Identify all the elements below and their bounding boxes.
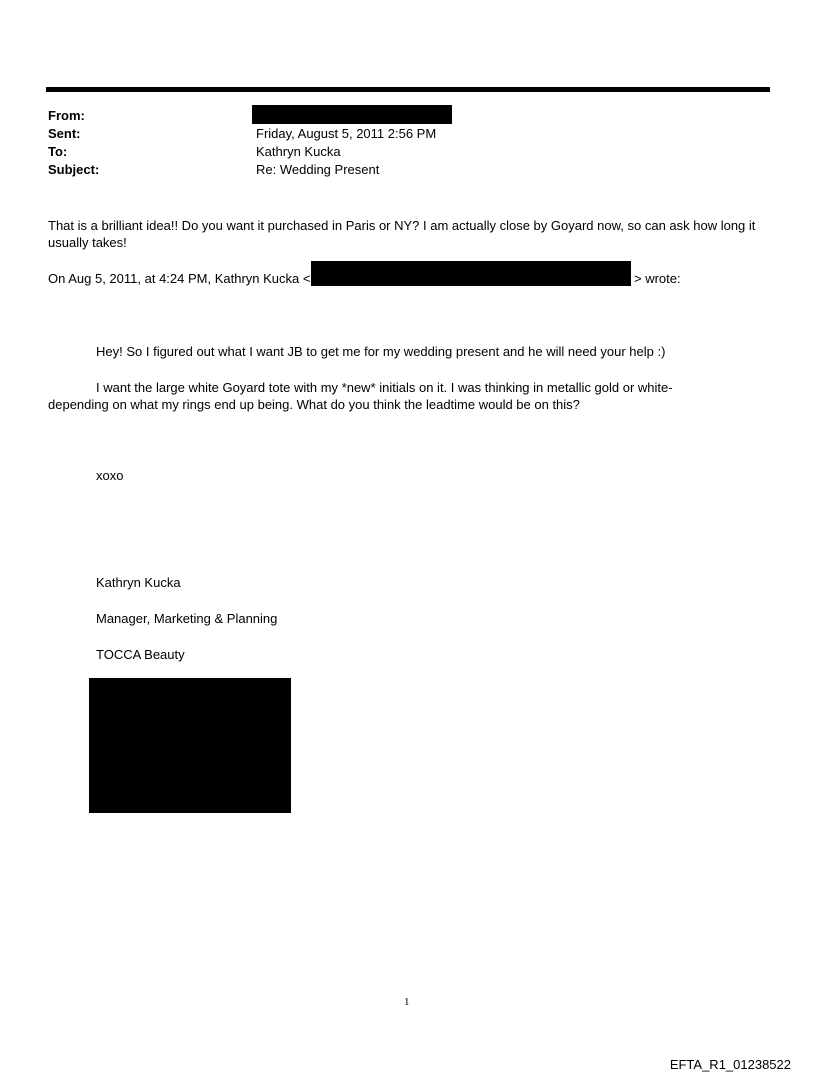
redacted-from-address xyxy=(252,105,452,124)
from-label: From: xyxy=(48,108,85,123)
quote-attribution-prefix: On Aug 5, 2011, at 4:24 PM, Kathryn Kucka < xyxy=(48,271,311,286)
subject-label: Subject: xyxy=(48,162,100,177)
subject-value: Re: Wedding Present xyxy=(256,162,380,177)
sent-value: Friday, August 5, 2011 2:56 PM xyxy=(256,126,437,141)
quote-paragraph-2-line-1: I want the large white Goyard tote with my *new* initials on it. I was thinking in metallic gold or white- xyxy=(96,380,673,395)
sent-label: Sent: xyxy=(48,126,81,141)
quote-paragraph-1: Hey! So I figured out what I want JB to get me for my wedding present and he will need your help :) xyxy=(96,344,666,359)
reply-text: That is a brilliant idea!! Do you want it purchased in Paris or NY? I am actually close by Goyard now, so can ask how long it usually takes! xyxy=(48,218,756,250)
to-value: Kathryn Kucka xyxy=(256,144,341,159)
signature-title: Manager, Marketing & Planning xyxy=(96,611,278,626)
document-id: EFTA_R1_01238522 xyxy=(669,1057,791,1072)
header-rule xyxy=(46,87,770,92)
page-number: 1 xyxy=(404,996,410,1008)
redacted-signature-image xyxy=(89,678,291,813)
signature-company: TOCCA Beauty xyxy=(96,647,185,662)
redacted-sender-address xyxy=(311,261,631,286)
quote-attribution-suffix: > wrote: xyxy=(634,271,681,286)
signoff: xoxo xyxy=(96,468,124,483)
quote-paragraph-2-line-2: depending on what my rings end up being. What do you think the leadtime would be on this? xyxy=(48,397,580,412)
signature-name: Kathryn Kucka xyxy=(96,575,181,590)
to-label: To: xyxy=(48,144,68,159)
